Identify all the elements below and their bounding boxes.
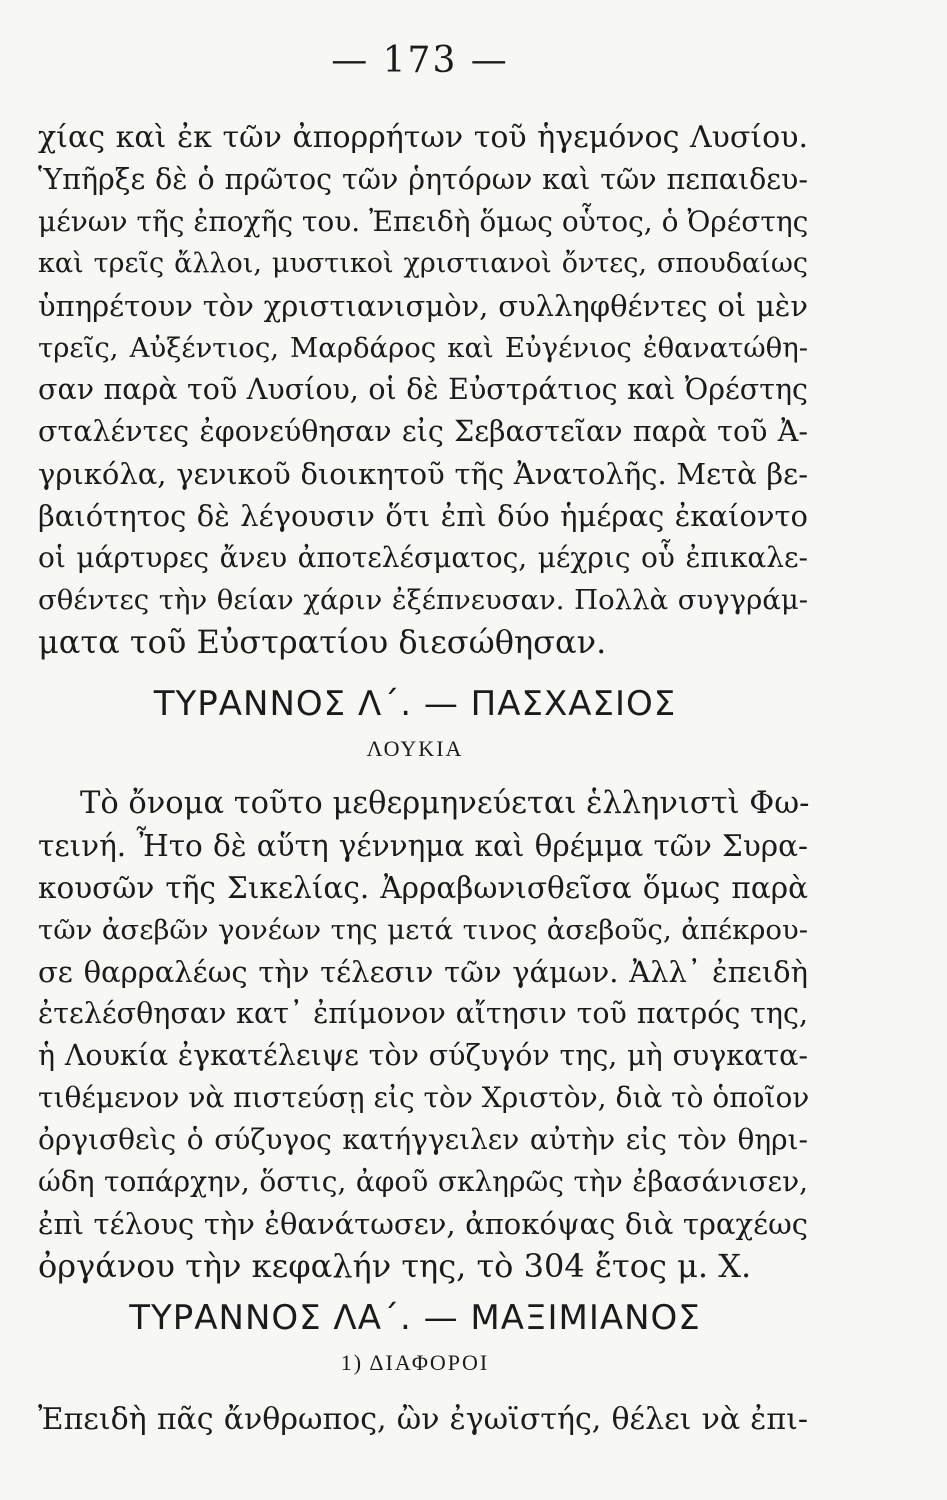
text-line: Τὸ ὄνομα τοῦτο μεθερμηνεύεται ἑλληνιστὶ Φω-	[80, 786, 810, 821]
text-line: γρικόλα, γενικοῦ διοικητοῦ τῆς Ἀνατολῆς. Μετὰ βε-	[38, 457, 808, 491]
text-line: τρεῖς, Αὐξέντιος, Μαρδάρος καὶ Εὐγένιος ἐθανατώθη-	[38, 332, 808, 364]
text-line: χίας καὶ ἐκ τῶν ἀπορρήτων τοῦ ἡγεμόνος Λυσίου.	[38, 120, 808, 155]
text-line: σταλέντες ἐφονεύθησαν εἰς Σεβαστεῖαν παρὰ τοῦ Ἀ-	[38, 415, 808, 448]
section-subheading: 1) ΔΙΑΦΟΡΟΙ	[340, 1350, 490, 1375]
text-line: ἐτελέσθησαν κατ᾽ ἐπίμονον αἴτησιν τοῦ πατρός της,	[38, 997, 808, 1030]
page-number: — 173 —	[331, 40, 509, 81]
text-line: ὀργισθεὶς ὁ σύζυγος κατήγγειλεν αὐτὴν εἰς τὸν θηρι-	[38, 1123, 808, 1156]
text-line: σε θαρραλέως τὴν τέλεσιν τῶν γάμων. Ἀλλ᾽ ἐπειδὴ	[38, 955, 808, 989]
text-line: σθέντες τὴν θείαν χάριν ἐξέπνευσαν. Πολλὰ συγγράμ-	[38, 584, 808, 616]
text-line: ὑπηρέτουν τὸν χριστιανισμὸν, συλληφθέντες οἱ μὲν	[38, 289, 808, 323]
text-line: οἱ μάρτυρες ἄνευ ἀποτελέσματος, μέχρις οὗ ἐπικαλε-	[38, 541, 808, 574]
section-subheading: ΛΟΥΚΙΑ	[366, 736, 464, 761]
text-line: Ἐπειδὴ πᾶς ἄνθρωπος, ὢν ἐγωϊστής, θέλει νὰ ἐπι-	[38, 1402, 808, 1437]
text-line: καὶ τρεῖς ἄλλοι, μυστικοὶ χριστιανοὶ ὄντες, σπουδαίως	[38, 248, 808, 279]
text-line: ὀργάνου τὴν κεφαλήν της, τὸ 304 ἔτος μ. Χ.	[38, 1247, 752, 1285]
text-line: ματα τοῦ Εὐστρατίου διεσώθησαν.	[38, 623, 607, 661]
section-heading: ΤΥΡΑΝΝΟΣ Λ΄. — ΠΑΣΧΑΣΙΟΣ	[153, 684, 677, 724]
text-line: ώδη τοπάρχην, ὅστις, ἀφοῦ σκληρῶς τὴν ἐβασάνισεν,	[38, 1165, 808, 1198]
text-line: ἡ Λουκία ἐγκατέλειψε τὸν σύζυγόν της, μὴ συγκατα-	[38, 1039, 808, 1072]
text-line: τῶν ἀσεβῶν γονέων της μετά τινος ἀσεβοῦς, ἀπέκρου-	[38, 914, 808, 946]
text-line: ἐπὶ τέλους τὴν ἐθανάτωσεν, ἀποκόψας διὰ τραχέως	[38, 1207, 808, 1241]
text-line: τιθέμενον νὰ πιστεύσῃ εἰς τὸν Χριστὸν, διὰ τὸ ὁποῖον	[38, 1081, 810, 1114]
section-heading: ΤΥΡΑΝΝΟΣ ΛΑ΄. — ΜΑΞΙΜΙΑΝΟΣ	[129, 1298, 701, 1338]
text-line: σαν παρὰ τοῦ Λυσίου, οἱ δὲ Εὐστράτιος καὶ Ὀρέστης	[38, 373, 808, 406]
text-line: μένων τῆς ἐποχῆς του. Ἐπειδὴ ὅμως οὗτος, ὁ Ὀρέστης	[38, 205, 809, 238]
text-line: Ὑπῆρξε δὲ ὁ πρῶτος τῶν ῥητόρων καὶ τῶν πεπαιδευ-	[38, 163, 808, 196]
text-line: κουσῶν τῆς Σικελίας. Ἀρραβωνισθεῖσα ὅμως παρὰ	[38, 871, 808, 905]
text-line: βαιότητος δὲ λέγουσιν ὅτι ἐπὶ δύο ἡμέρας ἐκαίοντο	[38, 499, 808, 533]
text-line: τεινή. Ἦτο δὲ αὕτη γέννημα καὶ θρέμμα τῶν Συρα-	[38, 829, 808, 863]
